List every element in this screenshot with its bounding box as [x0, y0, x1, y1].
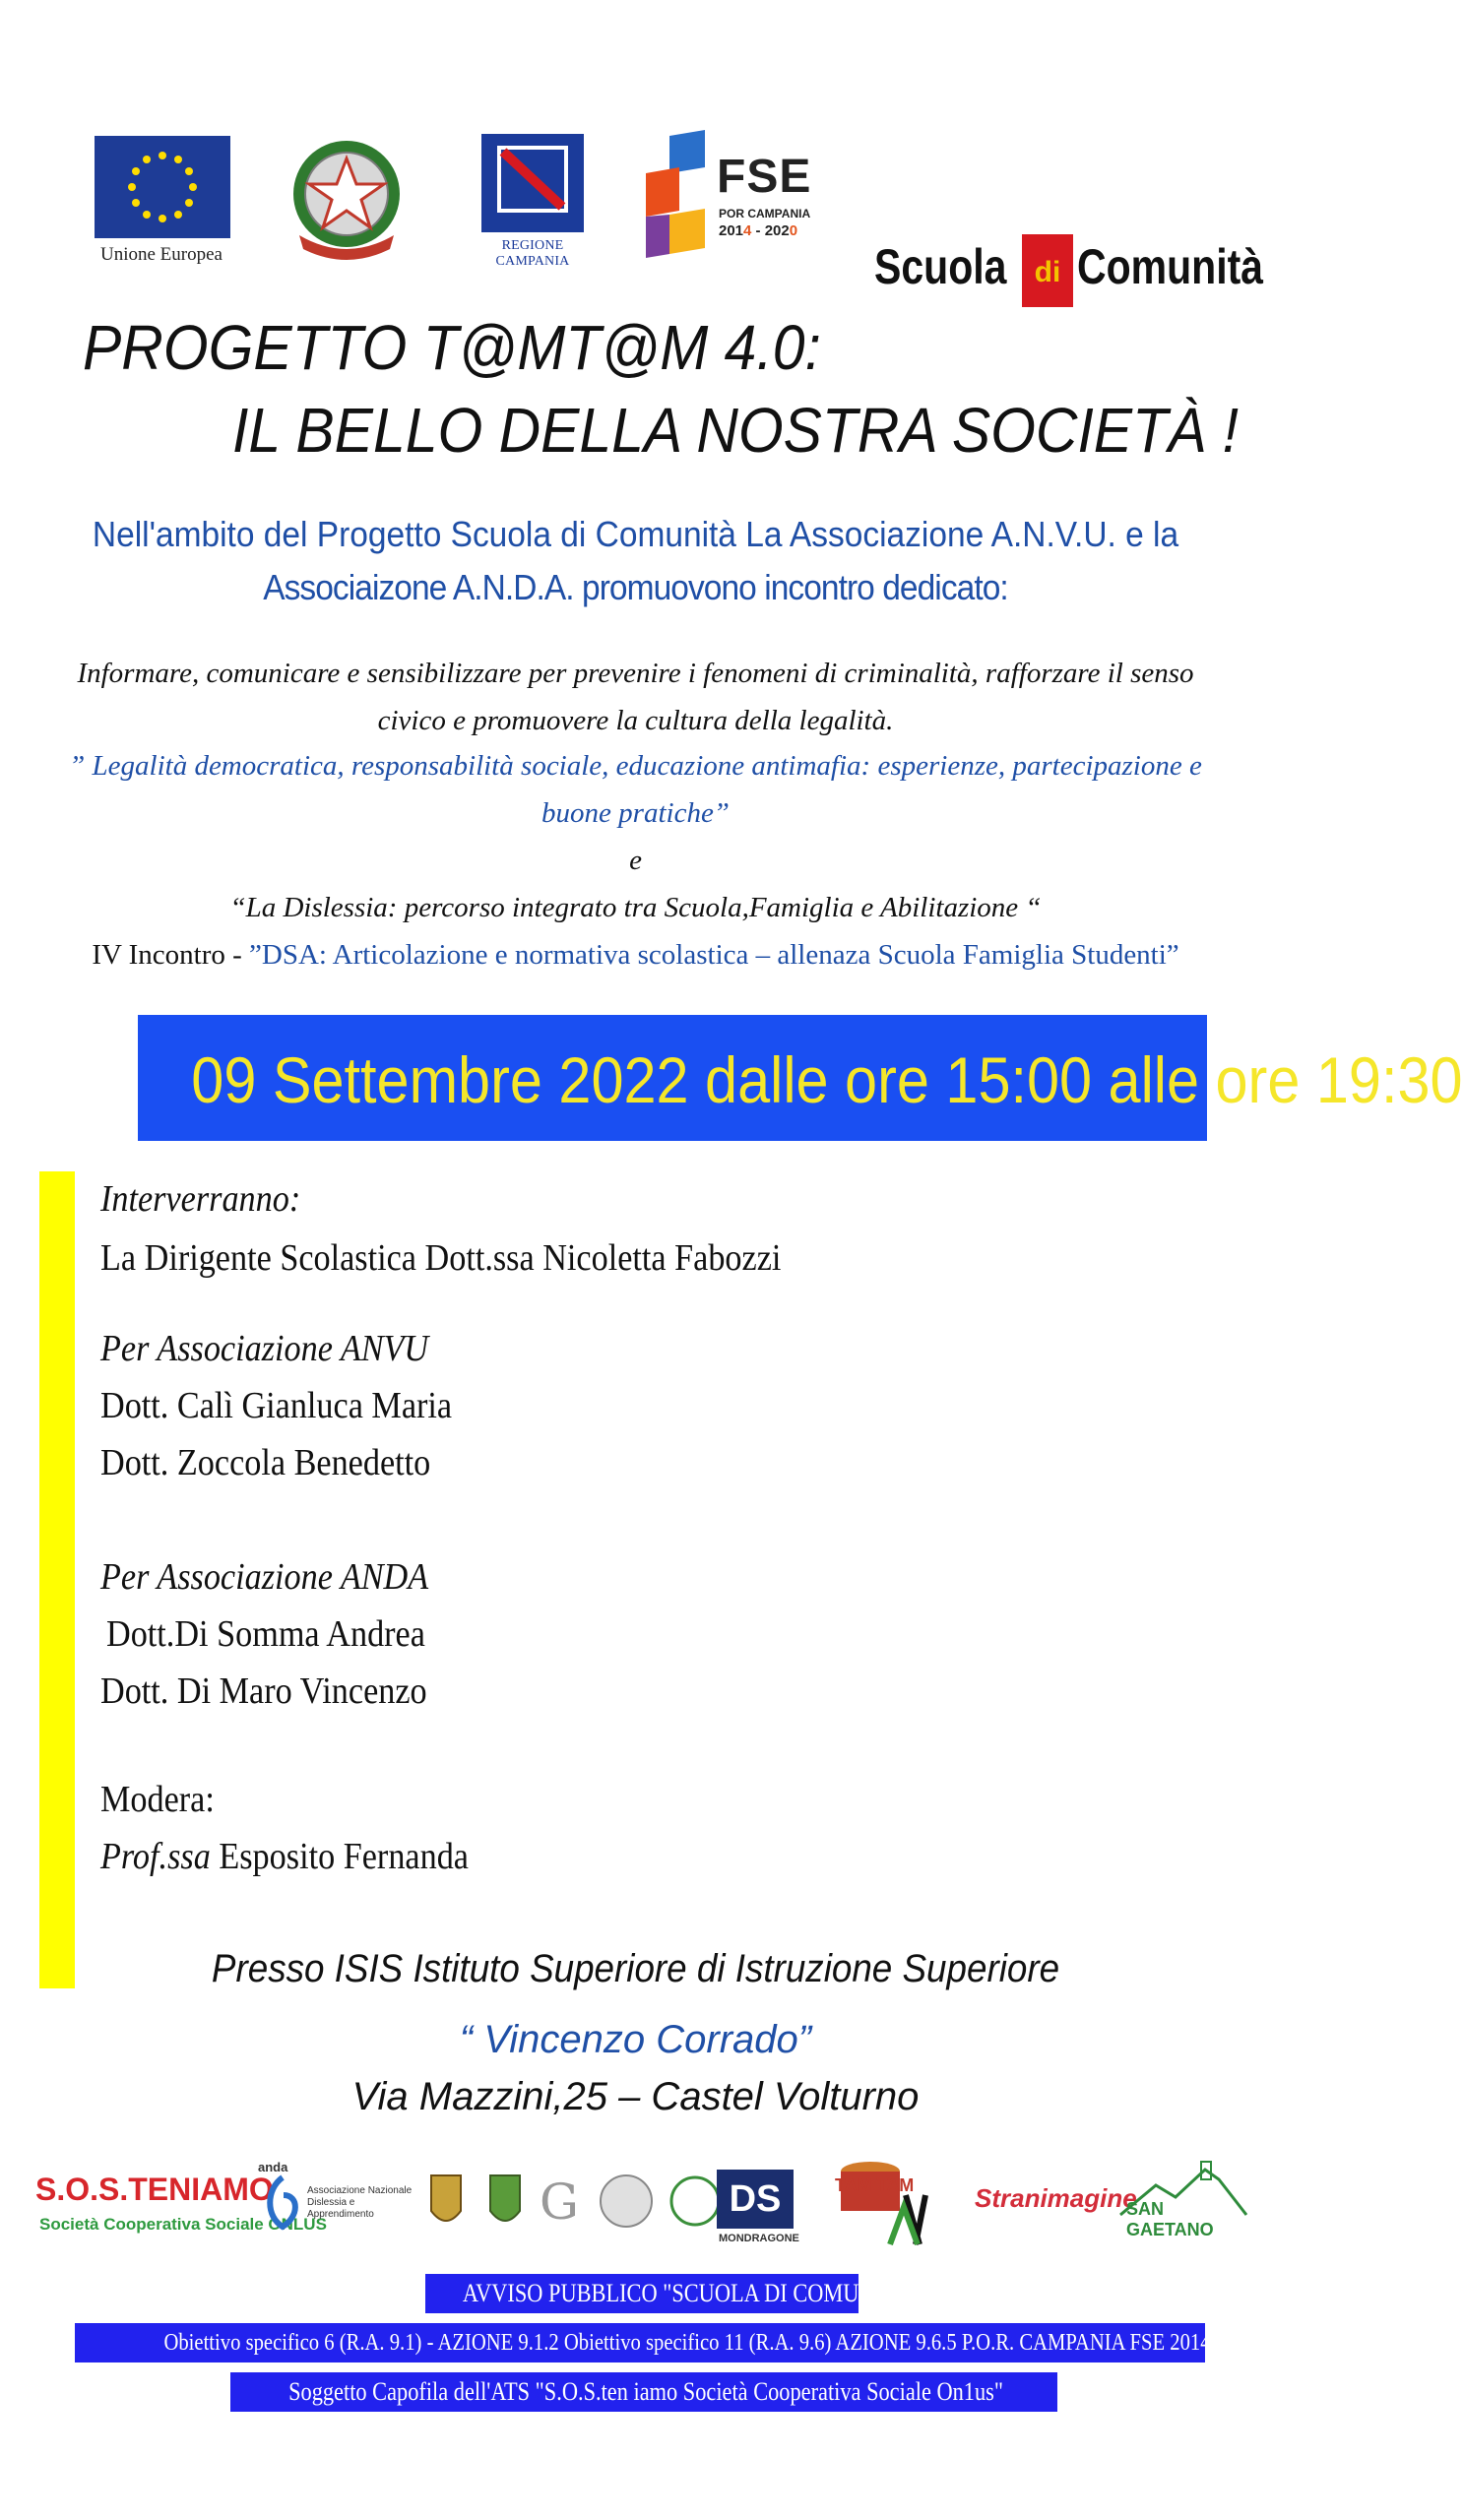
eu-stars-icon — [95, 136, 230, 238]
moderator: Prof.ssa Esposito Fernanda — [100, 1836, 469, 1877]
municipal-crests-icon — [408, 2162, 723, 2250]
body-line2: civico e promuovere la cultura della legalità. — [377, 705, 894, 736]
body-conjunction: e — [629, 845, 642, 876]
anda-heading: Per Associazione ANDA — [100, 1556, 429, 1598]
venue-school-name: “ Vincenzo Corrado” — [459, 2018, 812, 2061]
intro-line1: Nell'ambito del Progetto Scuola di Comunità La Associazione A.N.V.U. e la — [92, 514, 1179, 554]
comunita-word: Comunità — [1077, 239, 1264, 294]
star-emblem-icon — [286, 133, 409, 271]
scuola-di-box: di — [1022, 234, 1073, 307]
anda-small-label: anda — [258, 2160, 288, 2174]
fse-cubes-icon — [640, 128, 719, 266]
sos-teniamo-subtitle: Società Cooperativa Sociale ONLUS — [39, 2215, 327, 2234]
speaker-dirigente: La Dirigente Scolastica Dott.ssa Nicoletta Fabozzi — [100, 1237, 782, 1279]
body-line1: Informare, comunicare e sensibilizzare per prevenire i fenomeni di criminalità, rafforzare il senso — [77, 658, 1194, 689]
meeting-label: IV Incontro - — [92, 939, 250, 971]
scuola-di-comunita-logo — [874, 226, 1264, 315]
eu-flag-logo — [95, 136, 230, 238]
meeting-line — [0, 939, 1271, 972]
sos-teniamo-logo: S.O.S.TENIAMO — [35, 2172, 274, 2207]
body-line6: “La Dislessia: percorso integrato tra Scuola,Famiglia e Abilitazione “ — [229, 892, 1042, 923]
scuola-word: Scuola — [874, 239, 1007, 294]
date-banner — [138, 1015, 1463, 1141]
campania-caption: REGIONE CAMPANIA — [495, 238, 570, 269]
speakers-side-bar — [39, 1171, 75, 1988]
ds-mondragone-logo: DS — [717, 2170, 794, 2229]
anda-swirl-icon — [260, 2166, 305, 2235]
speaker-anda-1: Dott.Di Somma Andrea — [106, 1613, 425, 1655]
header-logos — [0, 128, 1271, 294]
ds-mondragone-sub: MONDRAGONE — [719, 2233, 799, 2244]
project-title-line1: PROGETTO T@MT@M 4.0: — [83, 312, 821, 383]
event-date: 09 Settembre 2022 dalle ore 15:00 alle ore 19:30 — [191, 1043, 1463, 1116]
speaker-anda-2: Dott. Di Maro Vincenzo — [100, 1670, 427, 1712]
stranimagine-logo: Stranimagine — [975, 2183, 1137, 2213]
eu-caption: Unione Europea — [100, 244, 223, 265]
meeting-title: ”DSA: Articolazione e normativa scolastica – allenaza Scuola Famiglia Studenti” — [249, 939, 1179, 971]
fse-wordmark: FSE — [717, 151, 812, 203]
footer-avviso: AVVISO PUBBLICO "SCUOLA DI COMUNITÀ" — [425, 2274, 859, 2313]
tamtam-drum-icon — [831, 2156, 939, 2250]
moderator-heading: Modera: — [100, 1779, 215, 1820]
body-line3: ” Legalità democratica, responsabilità sociale, educazione antimafia: esperienze, partecipazione e — [69, 750, 1202, 782]
san-gaetano-label: SAN GAETANO — [1126, 2199, 1214, 2239]
fse-por-text: POR CAMPANIA — [719, 207, 811, 220]
italian-republic-emblem — [286, 133, 409, 271]
venue-address: Via Mazzini,25 – Castel Volturno — [351, 2075, 920, 2118]
footer-capofila: Soggetto Capofila dell'ATS "S.O.S.ten iamo Società Cooperativa Sociale On1us" — [230, 2372, 1057, 2412]
campania-shield-icon — [481, 134, 584, 232]
speaker-anvu-1: Dott. Calì Gianluca Maria — [100, 1385, 453, 1426]
body-line4: buone pratiche” — [541, 797, 730, 829]
regione-campania-logo — [471, 134, 595, 269]
fse-logo — [640, 128, 827, 266]
anda-description: Associazione Nazionale Dislessia e Apprendimento — [307, 2185, 413, 2220]
footer-obiettivi: Obiettivo specifico 6 (R.A. 9.1) - AZIONE 9.1.2 Obiettivo specifico 11 (R.A. 9.6) AZIONE 9.6.5 P.O.R. CAMPANIA FSE 2014-2020 — [75, 2323, 1205, 2362]
tamtam-label: TAM TAM — [835, 2175, 915, 2195]
svg-text:G: G — [540, 2174, 579, 2231]
intro-line2: Associaizone A.N.D.A. promuovono incontro dedicato: — [263, 567, 1008, 607]
fse-years-text: 2014 - 2020 — [719, 222, 798, 239]
project-title-line2: IL BELLO DELLA NOSTRA SOCIETÀ ! — [232, 395, 1240, 466]
speaker-anvu-2: Dott. Zoccola Benedetto — [100, 1442, 431, 1483]
anvu-heading: Per Associazione ANVU — [100, 1328, 429, 1369]
speakers-heading: Interverranno: — [100, 1178, 301, 1220]
venue-line1: Presso ISIS Istituto Superiore di Istruzione Superiore — [211, 1947, 1060, 1990]
partner-logos — [30, 2156, 1250, 2254]
